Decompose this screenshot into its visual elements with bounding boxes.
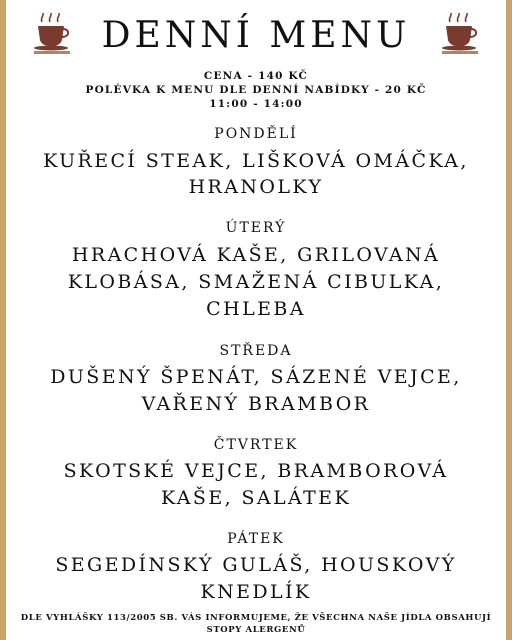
day-label-tuesday: ÚTERÝ (225, 220, 287, 236)
serving-hours: 11:00 - 14:00 (209, 98, 303, 110)
dish-wednesday-line-2: VAŘENÝ BRAMBOR (141, 393, 371, 415)
allergen-notice-line-1: DLE VYHLÁŠKY 113/2005 SB. VÁS INFORMUJEME, ŽE VŠECHNA NAŠE JÍDLA OBSAHUJÍ (20, 613, 492, 623)
allergen-notice-line-2: STOPY ALERGENŮ (206, 625, 306, 635)
page-title: DENNÍ MENU (101, 15, 411, 56)
day-label-monday: PONDĚLÍ (214, 126, 298, 142)
menu-price: CENA - 140 KČ (203, 70, 309, 82)
day-label-wednesday: STŘEDA (219, 343, 293, 359)
dish-wednesday-line-1: DUŠENÝ ŠPENÁT, SÁZENÉ VEJCE, (50, 366, 462, 388)
dish-monday-line-1: KUŘECÍ STEAK, LIŠKOVÁ OMÁČKA, (43, 150, 469, 172)
day-label-thursday: ČTVRTEK (213, 437, 299, 453)
dish-tuesday-line-3: CHLEBA (206, 298, 306, 320)
dish-thursday-line-2: KAŠE, SALÁTEK (160, 487, 352, 509)
day-label-friday: PÁTEK (227, 531, 285, 547)
dish-thursday-line-1: SKOTSKÉ VEJCE, BRAMBOROVÁ (63, 460, 449, 482)
dish-friday-line-1: SEGEDÍNSKÝ GULÁŠ, HOUSKOVÝ (55, 554, 457, 576)
dish-tuesday-line-2: KLOBÁSA, SMAŽENÁ CIBULKA, (67, 271, 445, 293)
dish-friday-line-2: KNEDLÍK (200, 581, 312, 603)
dish-monday-line-2: HRANOLKY (188, 176, 324, 198)
dish-tuesday-line-1: HRACHOVÁ KAŠE, GRILOVANÁ (71, 244, 441, 266)
soup-price: POLÉVKA K MENU DLE DENNÍ NABÍDKY - 20 KČ (85, 84, 427, 96)
